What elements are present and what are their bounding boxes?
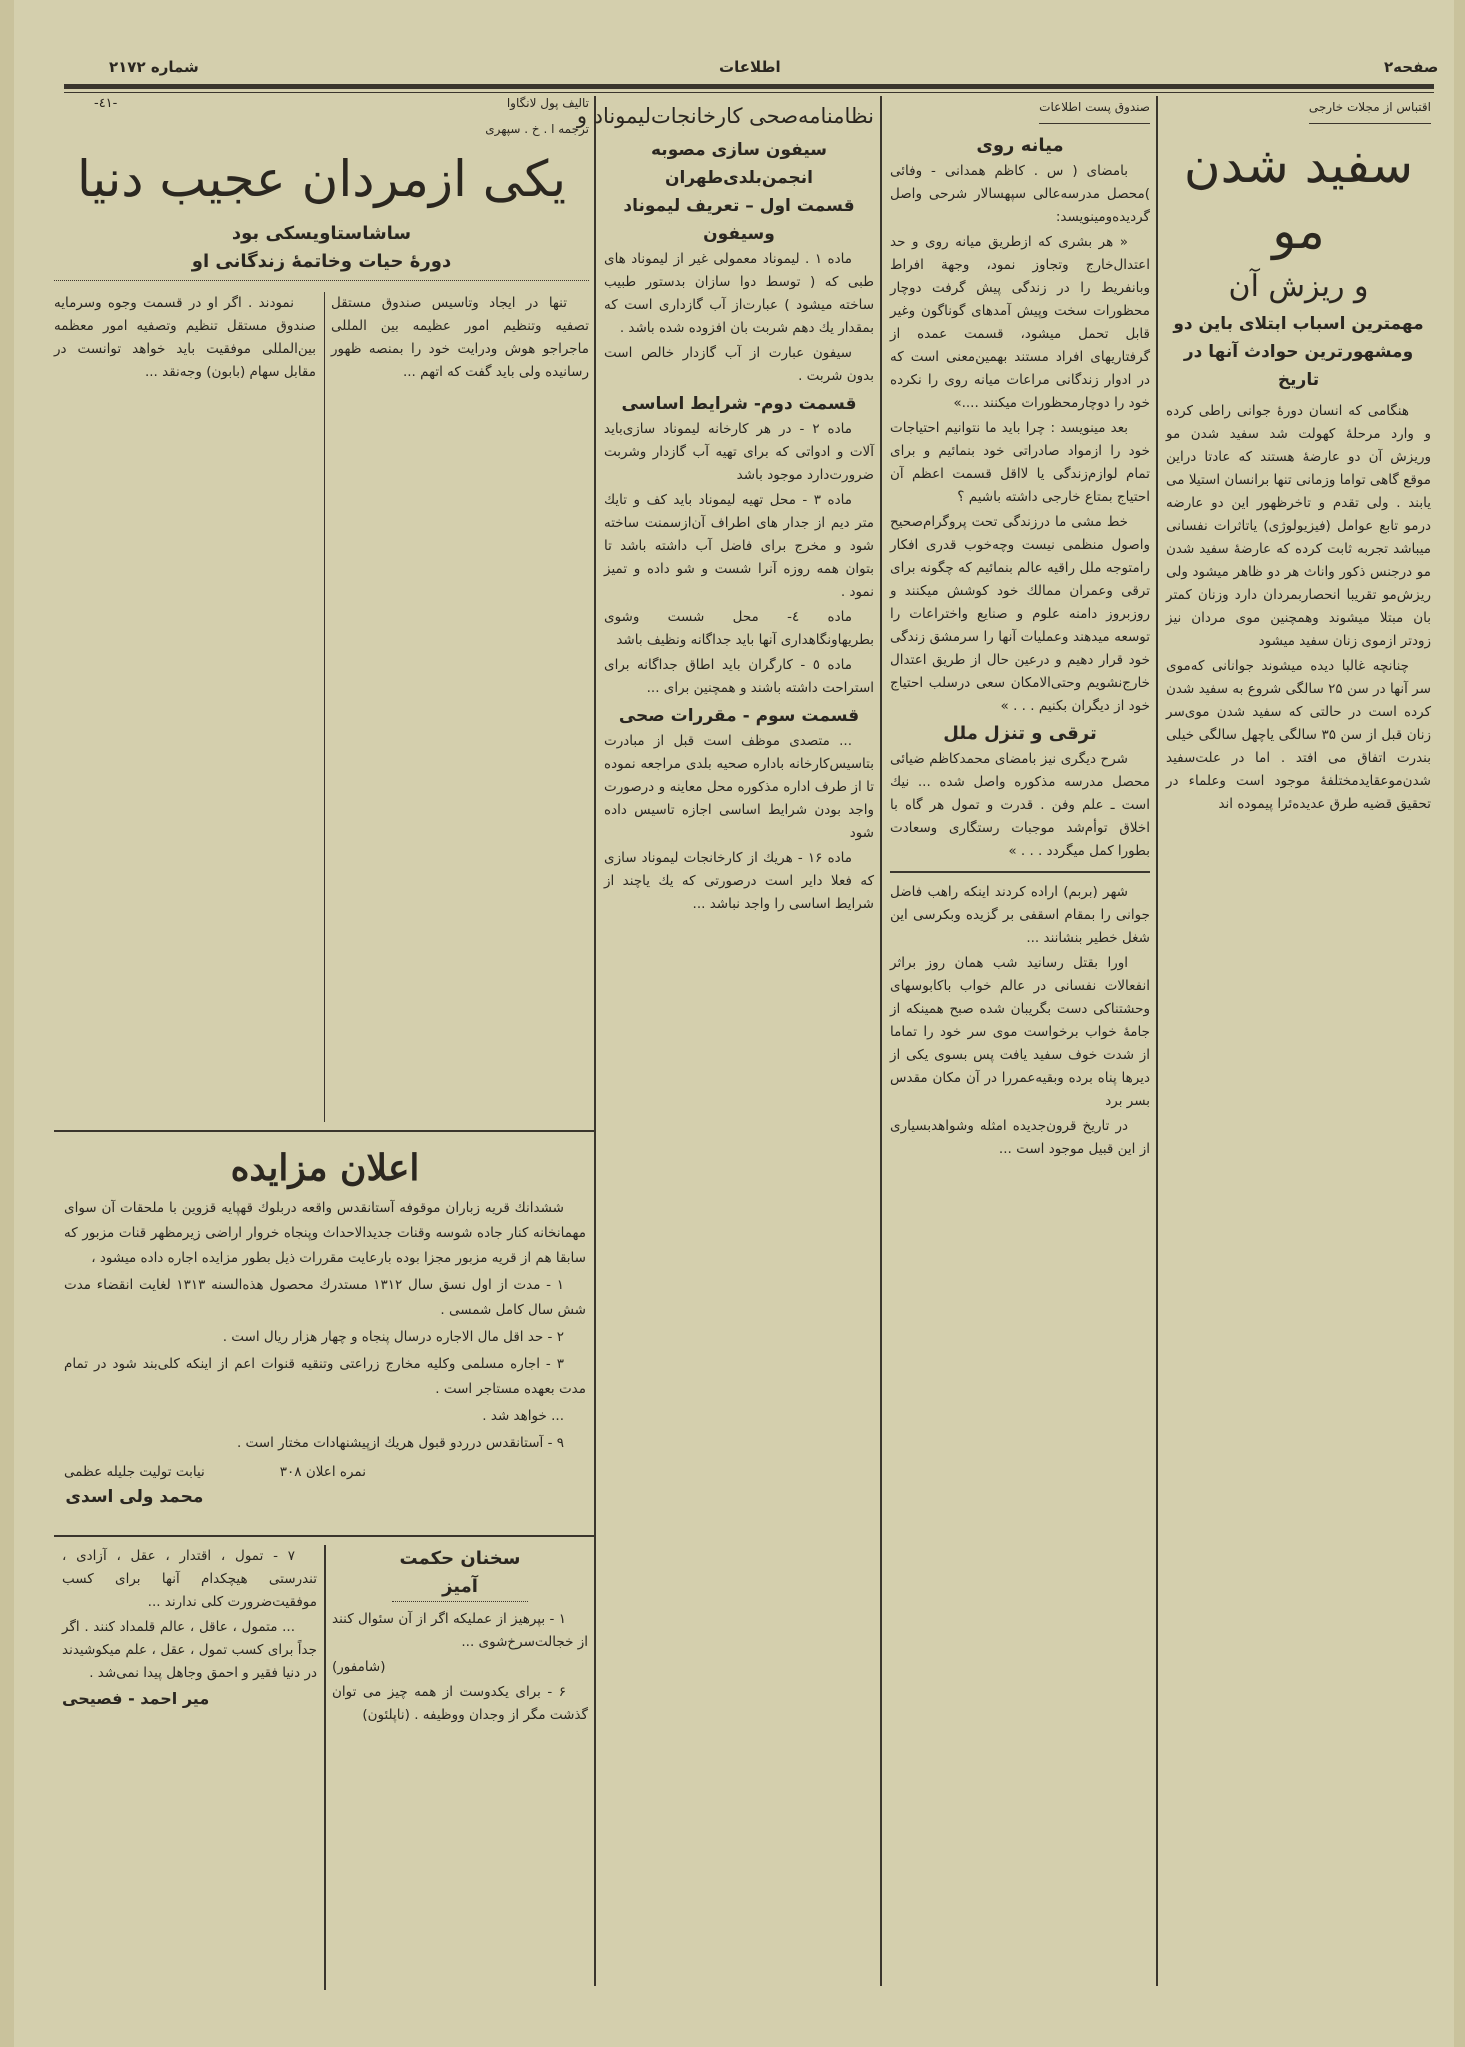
article-subtitle: ساشاستاویسکی بود [231, 223, 412, 244]
notice-item: ۱ - مدت از اول نسق سال ۱۳۱۲ مستدرك محصول هذه‌السنه ۱۳۱۳ لغایت انقضاء مدت شش سال کامل شمسی . [64, 1277, 586, 1318]
column-divider [324, 292, 325, 1122]
paragraph: ۷ - تمول ، اقتدار ، عقل ، آزادی ، تندرستی هیچکدام آنها برای کسب موفقیت‌ضرورت کلی ندارند ... [62, 1548, 317, 1610]
section-kicker: صندوق پست اطلاعات [1039, 96, 1150, 124]
divider [54, 1130, 594, 1132]
paragraph: ... متمول ، عاقل ، عالم قلمداد کنند . اگر جداً برای کسب تمول ، عقل ، علم میکوشیدند در دنیا فقیر و احمق وجاهل پیدا نمی‌شد . [62, 1619, 317, 1681]
paragraph: ... متصدی موظف است قبل از مبادرت بتاسیس‌کارخانه باداره صحیه بلدی مراجعه نموده تا از طرف اداره مذکوره محل معاینه و درصورت واجد بودن شرایط اساسی اجازه تاسیس داده شود [604, 733, 874, 841]
page-number: صفحه۲ [1384, 58, 1439, 76]
section-heading: سخنان حکمت آمیز [392, 1545, 528, 1602]
article-author: تالیف پول لانگاوا [506, 96, 589, 110]
header-rule [64, 84, 1434, 89]
paragraph: اورا بقتل رسانید شب همان روز براثر انفعالات نفسانی در عالم خواب باکابوسهای وحشتناکی دست بگریبان شده صبح همینکه از جامهٔ خواب برخواست موی سر خود را تماما از شدت خوف سفید یافت پس بسوی یکی از دیرها پناه برده وبقیه‌عمررا در آن مکان مقدس بسر برد [890, 955, 1150, 1109]
article-deck: ومشهورترین حوادث آنها در تاریخ [1183, 342, 1414, 390]
column-divider [324, 1545, 326, 1990]
article-title: نظامنامه‌صحی کارخانجات‌لیموناد و [576, 104, 874, 128]
article-title: سفید شدن مو [1183, 136, 1414, 260]
issue-number: شماره ۲۱۷۲ [109, 58, 199, 76]
paragraph: شهر (بربم) اراده کردند اینکه راهب فاضل جوانی را بمقام اسقفی بر گزیده وبکرسی این شغل خطیر بنشانند ... [890, 884, 1150, 946]
column-divider [1156, 96, 1158, 1986]
notice-item: ۳ - اجاره مسلمی وکلیه مخارج زراعتی وتنقیه قنوات اعم از اینکه کلی‌بند شود در تمام مدت بعهده مستاجر است . [64, 1356, 586, 1397]
newspaper-name: اطلاعات [719, 58, 781, 76]
story-column-right [331, 292, 589, 386]
notice-item: ... خواهد شد . [482, 1408, 564, 1424]
story-column-left [54, 292, 316, 386]
paragraph: « هر بشری که ازطریق میانه روی و حد اعتدال‌خارج وتجاوز نمود، وجهة افراط وبانفریط را در زندگی پیش گرفت دوچار محظورات سخت وپیش آمدهای گوناگون وغیر قابل تحمل میشود، قسمت عمده از گرفتاریهای افراد مستند بهمین‌معنی است که در ادوار زندگانی مراعات میانه روی را نکرده خود را دوچارمحظورات میکنند ....» [890, 234, 1150, 411]
notice-title: اعلان مزایده [230, 1147, 420, 1189]
paragraph: چنانچه غالبا دیده میشوند جوانانی که‌موی سر آنها در سن ۲۵ سالگی شروع به سفید شدن کرده است در حالتی که سفید شدن موی‌سر زنان قبل از سن ۳۵ سالگی یاچهل سالگی خیلی بندرت اتفاق می افتد . اما در علت‌سفید شدن‌موعقایدمختلفهٔ موجود است وعلماء در تحقیق قضیه طرق عدیده‌ئرا پیموده اند [1166, 658, 1431, 812]
auction-notice [64, 1140, 586, 1510]
article-mailbox [890, 96, 1150, 1163]
notice-item: ۲ - حد اقل مال الاجاره درسال پنجاه و چهار هزار ریال است . [222, 1329, 564, 1345]
paragraph: تنها در ایجاد وتاسیس صندوق مستقل تصفیه وتنظیم امور عظیمه بین المللی ماجراجو هوش ودرایت خود را بمنصه ظهور رسانیده ولی باید گفت که اتهم ... [331, 295, 589, 380]
newspaper-page [14, 0, 1454, 2047]
column-divider [880, 96, 882, 1986]
paragraph: ۶ - برای یکدوست از همه چیز می توان گذشت مگر از وجدان ووظیفه . (ناپلئون) [332, 1684, 588, 1723]
article-deck: مهمترین اسباب ابتلای باین دو [1173, 314, 1424, 334]
paragraph: بعد مینویسد : چرا باید ما نتوانیم احتیاجات خود را ازمواد صادراتی خود بنمائیم و برای تمام لوازم‌زندگی یا لااقل قسمت اعظم آن احتیاج بمتاع خارجی داشته باشیم ؟ [890, 420, 1150, 505]
article-heading: ترقی و تنزل ملل [943, 723, 1097, 744]
article-subtitle: دورهٔ حیات وخاتمهٔ زندگانی او [54, 248, 589, 281]
wise-sayings [332, 1545, 588, 1729]
column-divider [594, 96, 596, 1986]
notice-item: ۹ - آستانقدس درردو قبول هریك ازپیشنهادات مختار است . [236, 1435, 564, 1451]
section-heading: قسمت اول – تعریف لیموناد وسیفون [623, 196, 855, 244]
article-hair [1166, 96, 1431, 818]
paragraph: هنگامی که انسان دورهٔ جوانی راطی کرده و وارد مرحلهٔ کهولت شد سفید شدن مو وریزش آن دو عارضهٔ هستند که عادتا دراین موقع گاهی تواما وزمانی تنها برانسان استیلا می یابند . ولی تقدم و تاخرظهور این دو عارضه درمو تابع عوامل (فیزیولوژی) یاتاثرات نفسانی میباشد تجربه ثابت کرده که عارضهٔ سفید شدن مو درجنس ذکور واناث هر دو ظاهر میشود ولی ریزش‌مو تقریبا انحصاربمردان دارد وزنان کمتر بان مبتلا میشوند وهمچنین موی مردان نیز زودتر ازموی زنان سفید میشود [1166, 403, 1431, 649]
article-kicker: اقتباس از مجلات خارجی [1309, 96, 1431, 124]
paragraph: ماده ۱۶ - هریك از کارخانجات لیموناد سازی که فعلا دایر است درصورتی که یك یاچند از شرایط اساسی را واجد نباشد ... [604, 850, 874, 912]
article-subtitle: سیفون سازی مصوبه انجمن‌بلدی‌طهران [651, 140, 827, 188]
article-translator: ترجمه ا . خ . سپهری [485, 122, 589, 136]
divider [54, 1535, 594, 1537]
article-title: یکی ازمردان عجیب دنیا [77, 150, 566, 208]
section-heading: قسمت سوم - مقررات صحی [618, 706, 860, 726]
paragraph: ماده ٥ - کارگران باید اطاق جداگانه برای استراحت داشته باشند و همچنین برای ... [604, 657, 874, 696]
header-rule-thin [64, 92, 1434, 93]
article-subtitle: و ریزش آن [1228, 269, 1369, 304]
article-heading: میانه روی [976, 135, 1064, 156]
attribution: (شامفور) [332, 1659, 386, 1675]
paragraph: خط مشی ما درزندگی تحت پروگرام‌صحیح واصول منظمی نیست وچه‌خوب قدری افکار رامتوجه ملل راقیه عالم بنمائیم که چگونه برای ترقی وعمران ممالك خود کوشش میکنند و روزبروز دامنه علوم و صنایع واختراعات را توسعه میدهند وعملیات آنها را سرمشق زندگی خود قرار دهیم و درعین حال از طریق اعتدال خارج‌نشویم وحتی‌الامکان سعی درسلب احتیاج خود از دیگران بکنیم . . . » [890, 514, 1150, 714]
paragraph: ششدانك قریه زباران موقوفه آستانقدس واقعه دربلوك قهپایه قزوین با ملحقات آن سوای مهمانخانه کنار جاده شوسه وقنات جدیدالاحداث وپنجاه خروار اراضی زیرمظهر قنات مزبور که سابقا هم از قریه مزبور مجزا بوده بارعایت مقررات ذیل بطور مزایده اجاره داده میشود ، [64, 1200, 586, 1266]
paragraph: ماده ۲ - در هر کارخانه لیموناد سازی‌باید آلات و ادواتی که برای تهیه آب گازدار وشربت ضرورت‌دارد موجود باشد [604, 421, 874, 483]
paragraph: ماده ۱ . لیموناد معمولی غیر از لیموناد های طبی که ( توسط دوا سازان بدستور طبیب ساخته میشود ) عبارت‌از آب گازداری است که بمقدار یك دهم شربت بان افزوده شده باشد . [604, 251, 874, 336]
notice-signature: محمد ولی اسدی [65, 1487, 204, 1507]
article-lemonade-regulations [576, 96, 874, 918]
serial-number: -٤۱- [94, 96, 118, 111]
wise-sayings-continued [62, 1545, 317, 1712]
notice-office: نیابت تولیت جلیله عظمی [64, 1464, 205, 1480]
paragraph: شرح دیگری نیز بامضای محمدکاظم ضیائی محصل مدرسه مذکوره واصل شده ... نیك است ـ علم وفن . قدرت و تمول هر گاه با اخلاق توأم‌شد موجبات رستگاری وسعادت بطورا کمل میگردد . . . » [890, 751, 1150, 859]
divider [890, 871, 1150, 873]
author-signature: میر احمد - فصیحی [62, 1689, 210, 1708]
article-strange-men [54, 96, 589, 1126]
paragraph: بامضای ( س . کاظم همدانی - وفائی )محصل مدرسه‌عالی سپهسالار شرحی واصل گردیده‌ومینویسد: [890, 163, 1150, 225]
paragraph: ماده ٤- محل شست وشوی بطریهاونگاهداری آنها باید جداگانه ونظیف باشد [604, 609, 874, 648]
section-heading: قسمت دوم- شرایط اساسی [621, 394, 857, 414]
paragraph: ۱ - بپرهیز از عملیکه اگر از آن سئوال کنند از خجالت‌سرخ‌شوی ... [332, 1611, 588, 1650]
paragraph: در تاریخ قرون‌جدیده امثله وشواهدبسیاری از این قبیل موجود است ... [890, 1118, 1150, 1157]
notice-number: نمره اعلان ۳۰۸ [279, 1464, 366, 1480]
paragraph: ماده ۳ - محل تهیه لیموناد باید کف و تایك متر دیم از جدار های اطراف آن‌ازسمنت ساخته شود و مخرج برای فاضل آب داشته باشد تا بتوان همه روزه آنرا شست و شو داده و تمیز نمود . [604, 492, 874, 600]
paragraph: نمودند . اگر او در قسمت وجوه وسرمایه صندوق مستقل تنظیم وتصفیه امور معظمه بین‌المللی موفقیت باید خواهد توانست در مقابل سهام (بابون) وجه‌نقد ... [54, 295, 316, 380]
paragraph: سیفون عبارت از آب گازدار خالص است بدون شربت . [604, 345, 874, 384]
